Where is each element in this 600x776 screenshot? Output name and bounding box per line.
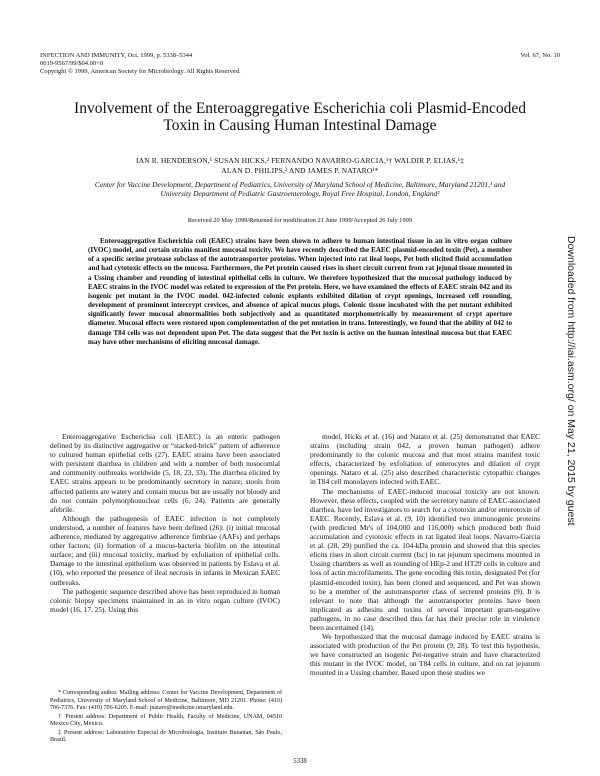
paragraph: We hypothesized that the mucosal damage induced by EAEC strains is associated with production of the Pet protein (9, 28). To test this hypothesis, we have constructed an isogenic Pet-negative strain and have characterized this mutant in the IVOC model, on T84 cells in culture, and on rat jejunum mounted in a Ussing chamber. Based upon these studies we [310, 632, 540, 678]
journal-header [40, 52, 440, 77]
author-list [60, 156, 540, 176]
body-column-right [310, 432, 540, 752]
download-watermark [565, 236, 577, 526]
paragraph: Enteroaggregative Escherichia coli (EAEC) is an enteric pathogen defined by its distinctive aggregative or “stacked-brick” pattern of adherence to cultured human epithelial cells (27). EAEC strains have been associated with persistent diarrhea in children and with a number of both nosocomial and community outbreaks worldwide (5, 18, 23, 33). The diarrhea elicited by EAEC strains appears to be predominantly secretory in nature; stools from affected patients are watery and contain mucus but are usually not bloody and do not contain polymorphonuclear cells (6, 24). Patients are generally afebrile. [50, 432, 280, 514]
article-title: Involvement of the Enteroaggregative Escherichia coli Plasmid-Encoded Toxin in Causing Human Intestinal Damage [74, 100, 526, 134]
authors-line-1: IAN R. HENDERSON,¹ SUSAN HICKS,² FERNANDO NAVARRO-GARCIA,¹† WALDIR P. ELIAS,¹‡ [135, 156, 465, 165]
volume-label: Vol. 67, No. 10 [520, 52, 560, 59]
journal-line: INFECTION AND IMMUNITY, Oct. 1999, p. 5338–5344 [40, 52, 193, 59]
footnote-corresponding: * Corresponding author. Mailing address: Center for Vaccine Development, Department of Pediatrics, University of Maryland School of Medicine, Baltimore, MD 21201. Phone: (410) 706-7376. Fax: (410) 706-6205. E-mail: jnataro@medicine.umaryland.edu. [50, 690, 282, 711]
download-watermark-text: Downloaded from http://iai.asm.org/ on May 21, 2015 by guest [565, 236, 577, 526]
body-column-left [50, 432, 280, 692]
received-dates: Received 20 May 1999/Returned for modification 21 June 1999/Accepted 26 July 1999 [187, 217, 413, 224]
issn-line: 0019-9567/99/$04.00+0 [40, 60, 104, 68]
paragraph: The mechanisms of EAEC-induced mucosal toxicity are not known. However, these effects, coupled with the secretory nature of EAEC-associated diarrhea, have led investigators to search for a cytotoxin and/or enterotoxin of EAEC. Recently, Eslava et al. (9, 10) identified two immunogenic proteins (with predicted Mr's of 104,000 and 116,000) which produced both fluid accumulation and cytotoxic effects in rat ligated ileal loops. Navarro-Garcia et al. (28, 29) purified the ca. 104-kDa protein and showed that this species elicits rises in short circuit current (Isc) in rat jejunum specimens mounted in Ussing chambers as well as rounding of HEp-2 and HT29 cells in culture and loss of actin microfilaments. The gene encoding this toxin, designated Pet (for plasmid-encoded toxin), has been cloned and sequenced, and Pet was shown to be a member of the autotransporter class of secreted proteins (9). It is relevant to note that although the autotransporter proteins have been implicated as adhesins and toxins of several important gram-negative pathogens, in no case described thus far has their precise role in virulence been ascertained (14). [310, 486, 540, 632]
paragraph: model, Hicks et al. (16) and Nataro et al. (25) demonstrated that EAEC strains (including strain 042, a proven human pathogen) adhere predominantly to the colonic mucosa and that most strains manifest toxic effects, characterized by exfoliation of enterocytes and dilation of crypt openings. Nataro et al. (25) also described characteristic cytopathic changes in T84 cell monolayers infected with EAEC. [310, 432, 540, 487]
paragraph: Although the pathogenesis of EAEC infection is not completely understood, a number of features have been defined (26): (i) initial mucosal adherence, mediated by aggregative adherence fimbriae (AAFs) and perhaps other factors; (ii) formation of a mucus-bacteria biofilm on the intestinal surface; and (iii) mucosal toxicity, marked by exfoliation of epithelial cells. Damage to the intestinal epithelium was observed in patients by Eslava et al. (10), who reported the presence of ileal necrosis in infants in Mexican EAEC outbreaks. [50, 513, 280, 587]
paragraph: The pathogenic sequence described above has been reproduced in human colonic biopsy specimens maintained in an in vitro organ culture (IVOC) model (16, 17, 25). Using this [50, 586, 280, 614]
affiliations: Center for Vaccine Development, Department of Pediatrics, University of Maryland School of Medicine, Baltimore, Maryland 21201,¹ and University Department of Pediatric Gastroenterology, Royal Free Hospital, London, England² [94, 180, 506, 199]
authors-line-2: ALAN D. PHILIPS,² AND JAMES P. NATARO¹* [221, 166, 379, 175]
footnote-double-dagger: ‡ Present address: Laboratório Especial de Microbiologia, Instituto Butantan, São Paulo, Brazil. [50, 729, 282, 743]
abstract: Enteroaggregative Escherichia coli (EAEC) strains have been shown to adhere to human intestinal tissue in an in vitro organ culture (IVOC) model, and certain strains manifest mucosal toxicity. We have recently described the EAEC plasmid-encoded toxin (Pet), a member of a specific serine protease subclass of the autotransporter proteins. When injected into rat ileal loops, Pet both elicited fluid accumulation and had cytotoxic effects on the mucosa. Furthermore, the Pet protein caused rises in short circuit current from rat jejunal tissue mounted in a Ussing chamber and rounding of intestinal epithelial cells in culture. We therefore hypothesized that the mucosal pathology induced by EAEC strains in the IVOC model was related to expression of the Pet protein. Here, we have examined the effects of EAEC strain 042 and its isogenic pet mutant in the IVOC model. 042-infected colonic explants exhibited dilation of crypt openings, increased cell rounding, development of prominent intercrypt crevices, and absence of apical mucus plugs. Colonic tissue incubated with the pet mutant exhibited significantly fewer mucosal abnormalities both subjectively and as quantitated morphometrically by measurement of crypt aperture diameter. Mucosal effects were restored upon complementation of the pet mutation in trans. Interestingly, we found that the ability of 042 to damage T84 cells was not dependent upon Pet. The data suggest that the Pet toxin is active on the human intestinal mucosa but that EAEC may have other mechanisms of eliciting mucosal damage. [88, 237, 512, 346]
footnote-dagger: † Present address: Department of Public Health, Faculty of Medicine, UNAM, 04510 Mexico City, Mexico. [50, 713, 282, 727]
page-number: 5338 [293, 758, 307, 765]
footnotes [50, 690, 282, 746]
copyright-line: Copyright © 1999, American Society for Microbiology. All Rights Reserved. [40, 68, 241, 76]
